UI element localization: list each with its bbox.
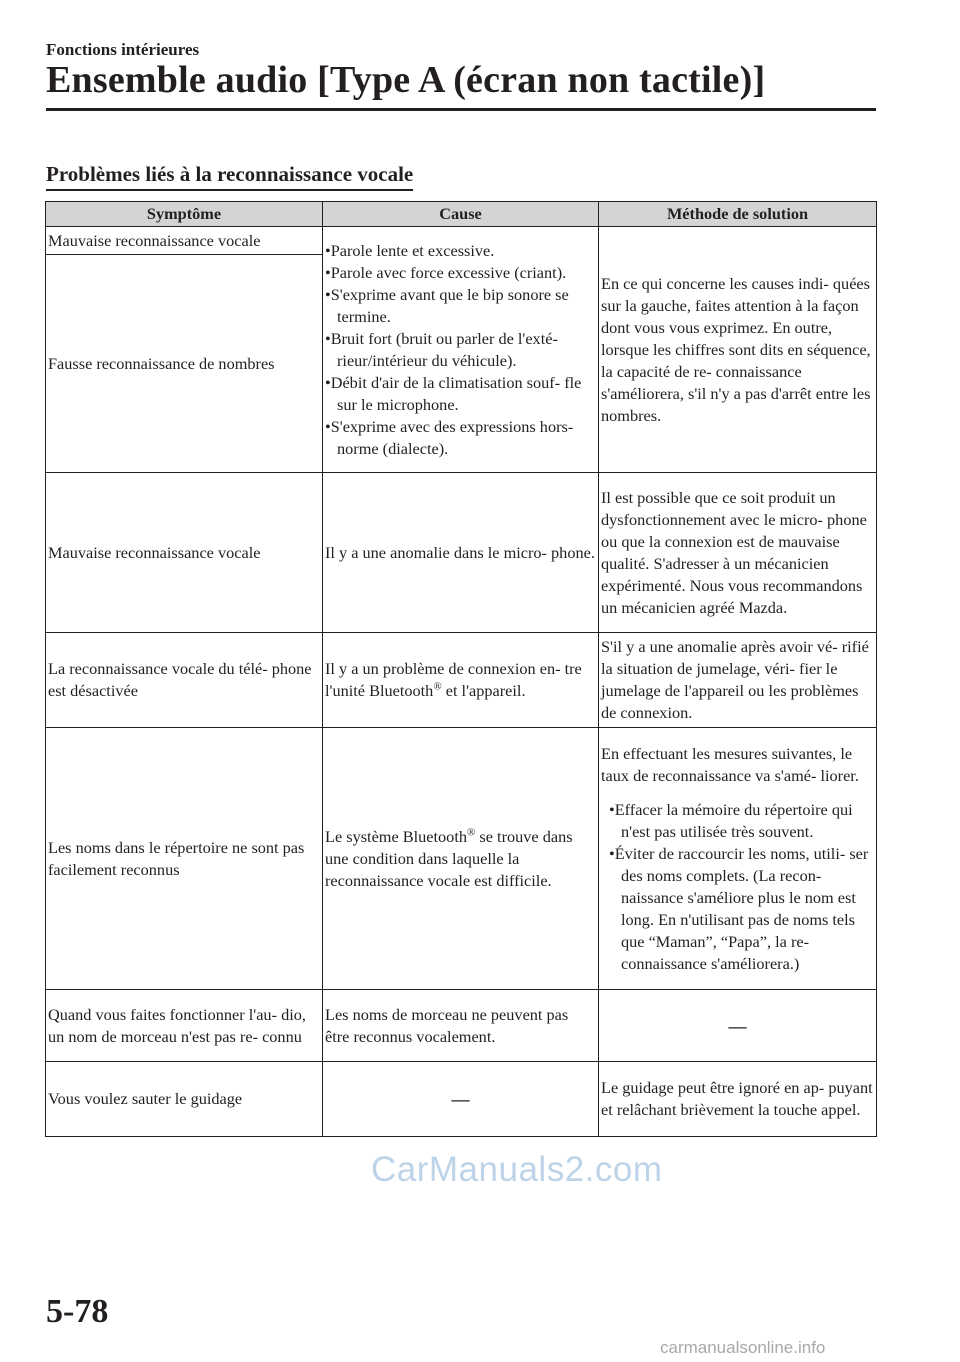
table-row (46, 227, 877, 255)
solution-cell: En ce qui concerne les causes indi- quées sur la gauche, faites attention à la façon dont vous vous exprimez. En outre, lorsque les chiffres sont dits en séquence, la capacité de re- connaissance s'améliorera, s'il n'y a pas d'arrêt entre les nombres. (599, 227, 877, 473)
cause-list-item: •S'exprime avec des expressions hors-norme (dialecte). (325, 416, 574, 458)
table-row (46, 633, 877, 728)
cause-list-item: •Bruit fort (bruit ou parler de l'exté- rieur/intérieur du véhicule). (325, 328, 558, 370)
cause-text: Le système Bluetooth (325, 826, 467, 846)
table-row (46, 473, 877, 633)
table-row (46, 990, 877, 1062)
page-number: 5-78 (46, 1293, 109, 1330)
solution-list (601, 799, 874, 975)
solution-cell: Le guidage peut être ignoré en ap- puyant et relâchant brièvement la touche appel. (599, 1062, 877, 1137)
solution-list-item: •Effacer la mémoire du répertoire qui n'est pas utilisée très souvent. (609, 799, 853, 841)
troubleshooting-table (45, 201, 877, 1137)
cause-text: Il y a un problème de connexion en- tre l'unité Bluetooth (325, 659, 582, 700)
cause-list-item: •S'exprime avant que le bip sonore se termine. (325, 284, 569, 326)
solution-cell: — (599, 990, 877, 1062)
cause-cell (323, 227, 599, 473)
column-header-cause: Cause (323, 202, 599, 227)
solution-cell: Il est possible que ce soit produit un dysfonctionnement avec le micro- phone ou que la connexion est de mauvaise qualité. S'adresser à un mécanicien expérimenté. Nous vous recommandons un mécanicien agréé Mazda. (599, 473, 877, 633)
symptom-cell: Mauvaise reconnaissance vocale (46, 227, 323, 255)
cause-cell: Les noms de morceau ne peuvent pas être reconnus vocalement. (323, 990, 599, 1062)
cause-list-item: •Débit d'air de la climatisation souf- fle sur le microphone. (325, 372, 582, 414)
cause-text: et l'appareil. (441, 681, 526, 700)
footer-site-watermark: carmanualsonline.info (660, 1338, 826, 1357)
cause-list-item: •Parole avec force excessive (criant). (325, 262, 567, 282)
cause-cell: Il y a une anomalie dans le micro- phone. (323, 473, 599, 633)
cause-text: se trouve dans une condition dans laquelle la reconnaissance vocale est difficile. (325, 826, 573, 890)
symptom-cell: Fausse reconnaissance de nombres (46, 255, 323, 473)
registered-mark: ® (466, 826, 476, 839)
sub-heading: Problèmes liés à la reconnaissance vocale (46, 162, 413, 191)
table-row (46, 1062, 877, 1137)
page-title: Ensemble audio [Type A (écran non tactile)] (46, 59, 766, 101)
solution-intro: En effectuant les mesures suivantes, le taux de reconnaissance va s'amé- liorer. (601, 743, 859, 785)
watermark-logo: CarManuals2.com (371, 1150, 663, 1189)
registered-mark: ® (433, 680, 442, 693)
cause-cell (323, 728, 599, 990)
symptom-cell: Quand vous faites fonctionner l'au- dio, un nom de morceau n'est pas re- connu (46, 990, 323, 1062)
cause-list-item: •Parole lente et excessive. (325, 240, 495, 260)
symptom-cell: Les noms dans le répertoire ne sont pas facilement reconnus (46, 728, 323, 990)
cause-cell (323, 633, 599, 728)
solution-cell (599, 728, 877, 990)
column-header-solution: Méthode de solution (599, 202, 877, 227)
table-row (46, 728, 877, 990)
title-rule (46, 108, 876, 111)
solution-cell: S'il y a une anomalie après avoir vé- rifié la situation de jumelage, véri- fier le jumelage de l'appareil ou les problèmes de connexion. (599, 633, 877, 728)
table-header-row (46, 202, 877, 227)
cause-cell: — (323, 1062, 599, 1137)
solution-list-item: •Éviter de raccourcir les noms, utili- ser des noms complets. (La recon- naissance s'améliore plus le nom est long. En n'utilisant pas de noms tels que “Maman”, “Papa”, la re- connaissance s'améliorera.) (609, 843, 869, 973)
column-header-symptom: Symptôme (46, 202, 323, 227)
symptom-cell: La reconnaissance vocale du télé- phone est désactivée (46, 633, 323, 728)
section-label: Fonctions intérieures (46, 40, 200, 59)
symptom-cell: Mauvaise reconnaissance vocale (46, 473, 323, 633)
symptom-cell: Vous voulez sauter le guidage (46, 1062, 323, 1137)
